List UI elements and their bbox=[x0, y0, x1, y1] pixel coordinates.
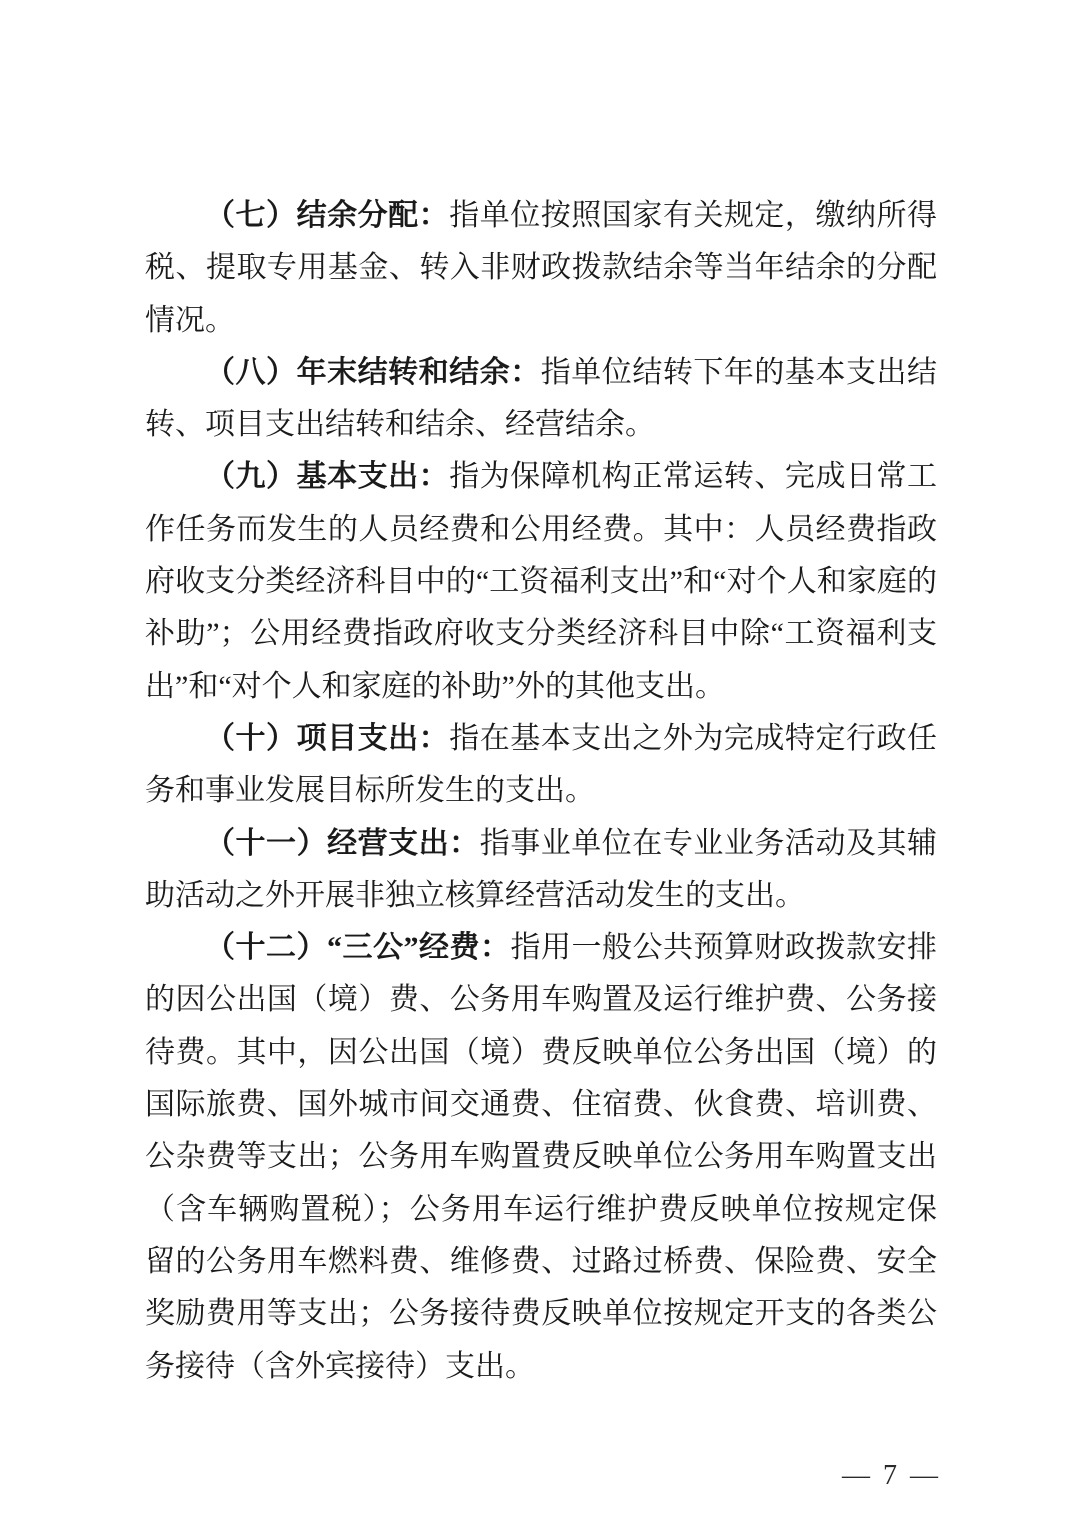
term-label: （十）项目支出： bbox=[205, 721, 450, 755]
term-definition: 指单位按照国家有关规定，缴纳所得税、提取专用基金、转入非财政拨款结余等当年结余的分配情况。 bbox=[145, 199, 938, 337]
term-definition: 指事业单位在专业业务活动及其辅助活动之外开展非独立核算经营活动发生的支出。 bbox=[145, 826, 938, 912]
paragraph-project-expenditure bbox=[145, 713, 937, 818]
term-definition: 指用一般公共预算财政拨款安排的因公出国（境）费、公务用车购置及运行维护费、公务接待费。其中，因公出国（境）费反映单位公务出国（境）的国际旅费、国外城市间交通费、住宿费、伙食费、培训费、公杂费等支出；公务用车购置费反映单位公务用车购置支出（含车辆购置税）；公务用车运行维护费反映单位按规定保留的公务用车燃料费、维修费、过路过桥费、保险费、安全奖励费用等支出；公务接待费反映单位按规定开支的各类公务接待（含外宾接待）支出。 bbox=[145, 931, 937, 1383]
paragraph-operating-expenditure bbox=[145, 818, 937, 923]
page-number: — 7 — bbox=[842, 1460, 941, 1491]
term-definition: 指为保障机构正常运转、完成日常工作任务而发生的人员经费和公用经费。其中：人员经费指政府收支分类经济科目中的“工资福利支出”和“对个人和家庭的补助”；公用经费指政府收支分类经济科目中除“工资福利支出”和“对个人和家庭的补助”外的其他支出。 bbox=[145, 460, 938, 703]
paragraph-three-public-funds bbox=[145, 922, 937, 1393]
term-label: （九）基本支出： bbox=[205, 460, 450, 494]
term-label: （八）年末结转和结余： bbox=[205, 355, 541, 389]
term-label: （七）结余分配： bbox=[205, 199, 450, 232]
term-label: （十二）“三公”经费： bbox=[205, 931, 511, 965]
paragraph-surplus-distribution bbox=[145, 190, 937, 347]
term-definition: 指单位结转下年的基本支出结转、项目支出结转和结余、经营结余。 bbox=[145, 355, 938, 442]
paragraph-basic-expenditure bbox=[145, 451, 937, 712]
term-label: （十一）经营支出： bbox=[205, 826, 480, 860]
term-definition: 指在基本支出之外为完成特定行政任务和事业发展目标所发生的支出。 bbox=[145, 721, 938, 808]
paragraph-year-end-carryover bbox=[145, 347, 937, 452]
document-body bbox=[145, 190, 937, 1393]
